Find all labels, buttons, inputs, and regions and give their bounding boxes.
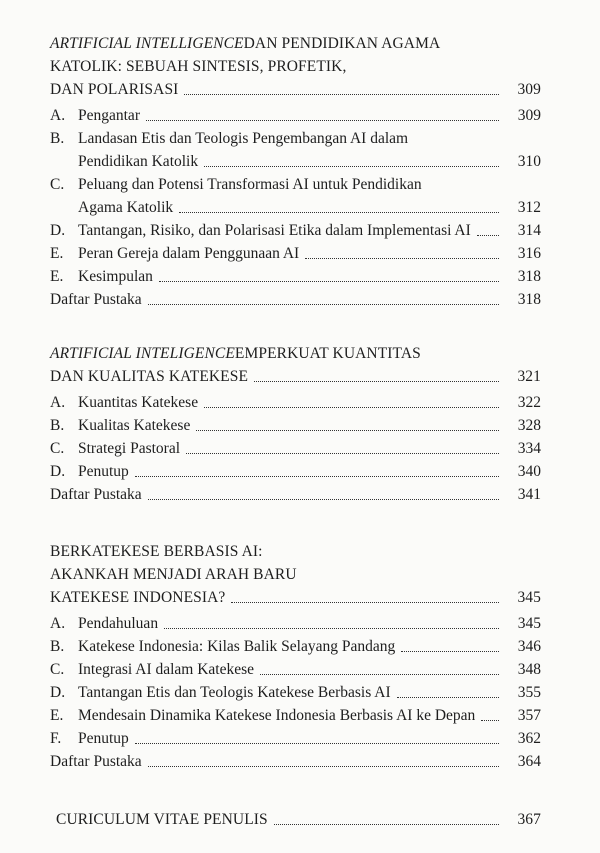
dot-leader	[481, 720, 499, 721]
item-label: A.	[50, 107, 66, 124]
toc-entry	[50, 171, 541, 195]
toc-entry	[50, 679, 541, 703]
section-title-line	[50, 53, 541, 77]
dot-leader	[135, 743, 499, 744]
toc-entry	[50, 389, 541, 413]
section-title-line	[50, 340, 541, 364]
page-number: 345	[517, 615, 541, 632]
dot-leader	[164, 628, 499, 629]
bibliography-entry	[50, 748, 541, 772]
entry-text: Penutup	[78, 463, 129, 480]
dot-leader	[231, 602, 499, 603]
page-number: 367	[517, 811, 541, 828]
item-label: A.	[50, 615, 66, 632]
entry-text: Kesimpulan	[78, 268, 153, 285]
entry-text: Tantangan, Risiko, dan Polarisasi Etika dalam Implementasi AI	[78, 222, 471, 239]
page-number: 328	[517, 417, 541, 434]
item-label: D.	[50, 684, 66, 701]
dot-leader	[135, 476, 499, 477]
bibliography-entry	[50, 286, 541, 310]
toc-entry	[50, 656, 541, 680]
section-title-text: KATEKESE INDONESIA?	[50, 589, 226, 606]
entry-text: Penutup	[78, 730, 129, 747]
bibliography-entry	[50, 481, 541, 505]
item-label: A.	[50, 394, 66, 411]
entry-text: Landasan Etis dan Teologis Pengembangan AI dalam	[78, 130, 409, 147]
dot-leader	[184, 94, 499, 95]
dot-leader	[397, 697, 499, 698]
dot-leader	[148, 304, 499, 305]
section-title-text: DAN PENDIDIKAN AGAMA	[243, 35, 441, 52]
dot-leader	[401, 651, 499, 652]
dot-leader	[204, 166, 499, 167]
page-number: 318	[517, 268, 541, 285]
toc-entry	[50, 725, 541, 749]
page-number: 346	[517, 638, 541, 655]
page-number: 316	[517, 245, 541, 262]
item-label: B.	[50, 638, 65, 655]
title-italic: ARTIFICIAL INTELLIGENCE	[50, 35, 244, 52]
toc-entry	[50, 102, 541, 126]
toc-entry	[50, 263, 541, 287]
page-number: 341	[517, 486, 541, 503]
page-number: 357	[517, 707, 541, 724]
section-title-line	[50, 363, 541, 387]
entry-text: Daftar Pustaka	[50, 291, 142, 308]
cv-entry	[56, 806, 541, 830]
page-number: 364	[517, 753, 541, 770]
section-title-text: DAN KUALITAS KATEKESE	[50, 368, 249, 385]
section-title-text: BERKATEKESE BERBASIS AI:	[50, 543, 263, 560]
toc-entry	[50, 125, 541, 149]
dot-leader	[179, 212, 499, 213]
toc-entry	[50, 412, 541, 436]
page-number: 348	[517, 661, 541, 678]
item-label: B.	[50, 417, 65, 434]
dot-leader	[260, 674, 499, 675]
toc-entry	[78, 194, 541, 218]
item-label: F.	[50, 730, 62, 747]
entry-text: Katekese Indonesia: Kilas Balik Selayang Pandang	[78, 638, 396, 655]
entry-text: Agama Katolik	[78, 199, 174, 216]
toc-entry	[50, 240, 541, 264]
page-number: 314	[517, 222, 541, 239]
dot-leader	[146, 120, 499, 121]
page-number: 321	[517, 368, 541, 385]
item-label: E.	[50, 245, 64, 262]
entry-text: Tantangan Etis dan Teologis Katekese Berbasis AI	[78, 684, 391, 701]
entry-text: Integrasi AI dalam Katekese	[78, 661, 255, 678]
page-number: 345	[517, 589, 541, 606]
item-label: D.	[50, 463, 66, 480]
dot-leader	[148, 766, 499, 767]
entry-text: Peran Gereja dalam Penggunaan AI	[78, 245, 300, 262]
dot-leader	[274, 824, 499, 825]
toc-entry	[50, 458, 541, 482]
entry-text: Daftar Pustaka	[50, 753, 142, 770]
entry-text: Peluang dan Potensi Transformasi AI untuk Pendidikan	[78, 176, 422, 193]
section-title-line	[50, 561, 541, 585]
dot-leader	[159, 281, 499, 282]
toc-entry	[50, 217, 541, 241]
section-title-line	[50, 76, 541, 100]
item-label: D.	[50, 222, 66, 239]
dot-leader	[477, 235, 499, 236]
page-number: 309	[517, 107, 541, 124]
page-number: 322	[517, 394, 541, 411]
page-number: 310	[517, 153, 541, 170]
entry-text: Mendesain Dinamika Katekese Indonesia Berbasis AI ke Depan	[78, 707, 476, 724]
page-number: 318	[517, 291, 541, 308]
entry-text: Daftar Pustaka	[50, 486, 142, 503]
entry-text: Kuantitas Katekese	[78, 394, 199, 411]
section-title-line	[50, 584, 541, 608]
item-label: C.	[50, 440, 65, 457]
dot-leader	[305, 258, 499, 259]
section-title-text: DAN POLARISASI	[50, 81, 179, 98]
section-title-text: AKANKAH MENJADI ARAH BARU	[50, 566, 297, 583]
page-number: 355	[517, 684, 541, 701]
toc-entry	[50, 633, 541, 657]
entry-text: Pendahuluan	[78, 615, 159, 632]
toc-entry	[50, 435, 541, 459]
page-number: 312	[517, 199, 541, 216]
entry-text: Kualitas Katekese	[78, 417, 191, 434]
toc-entry	[50, 610, 541, 634]
item-label: E.	[50, 707, 64, 724]
item-label: B.	[50, 130, 65, 147]
entry-text: Strategi Pastoral	[78, 440, 181, 457]
item-label: E.	[50, 268, 64, 285]
section-title-text: EMPERKUAT KUANTITAS	[234, 345, 421, 362]
section-title-line	[50, 538, 541, 562]
dot-leader	[186, 453, 499, 454]
item-label: C.	[50, 661, 65, 678]
page-number: 334	[517, 440, 541, 457]
dot-leader	[196, 430, 499, 431]
toc-entry	[78, 148, 541, 172]
section-title-text: KATOLIK: SEBUAH SINTESIS, PROFETIK,	[50, 58, 347, 75]
page-number: 309	[517, 81, 541, 98]
page-number: 340	[517, 463, 541, 480]
toc-entry	[50, 702, 541, 726]
item-label: C.	[50, 176, 65, 193]
entry-text: Pengantar	[78, 107, 140, 124]
dot-leader	[204, 407, 499, 408]
entry-text: CURICULUM VITAE PENULIS	[56, 811, 268, 828]
page-number: 362	[517, 730, 541, 747]
dot-leader	[254, 381, 499, 382]
section-title-line	[50, 30, 541, 54]
dot-leader	[148, 499, 499, 500]
title-italic: ARTIFICIAL INTELIGENCE	[50, 345, 235, 362]
entry-text: Pendidikan Katolik	[78, 153, 199, 170]
